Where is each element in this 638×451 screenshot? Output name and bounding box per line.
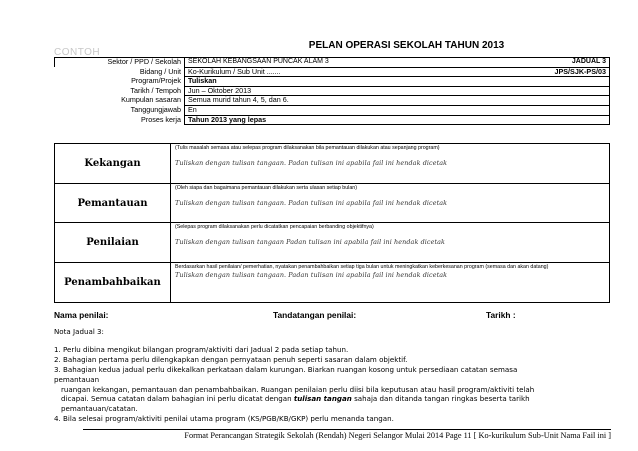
note-emphasis: tulisan tangan (293, 394, 352, 404)
info-right: JPS/SJK-PS/03 (554, 67, 606, 76)
info-value: Jun – Oktober 2013 (185, 86, 610, 96)
info-row (55, 96, 610, 106)
evaluator-name-label: Nama penilai: (54, 310, 109, 320)
section-note: Berdasarkan hasil penilaian/ pemerhatian, nyatakan penambahbaikan setiap tiga bulan untuk meningkatkan keberkesanan program (semasa dan akan datang) (175, 264, 549, 270)
info-label: Sektor / PPD / Sekolah (55, 58, 185, 68)
info-value: JPS/SJK-PS/03 Ko-Kurikulum / Sub Unit ....... (185, 67, 610, 77)
section-note: (Oleh siapa dan bagaimana pemantauan dilakukan serta ulasan setiap bulan) (175, 185, 357, 191)
section-body[interactable] (171, 263, 610, 303)
note-item-3d: dicapai. Semua catatan dalam bahagian ini perlu dicatat dengan tulisan tangan sahaja dan ditanda tangan ringkas beserta tarikh (61, 394, 530, 404)
info-label: Proses kerja (55, 115, 185, 125)
info-label: Program/Projek (55, 77, 185, 87)
info-row (55, 77, 610, 87)
info-label: Bidang / Unit (55, 67, 185, 77)
section-note: (Tulis masalah semasa atau selepas program dilaksanakan bila pemantauan dilakukan atau sepanjang program) (175, 145, 440, 151)
info-row (55, 58, 610, 68)
section-heading: Pemantauan (55, 184, 171, 223)
info-label: Tarikh / Tempoh (55, 86, 185, 96)
section-handwriting: Tuliskan dengan tulisan tangaan. Padan tulisan ini apabila fail ini hendak dicetak (175, 271, 448, 280)
section-note: (Selepas program dilaksanakan perlu dicatatkan pencapaian berbanding objektifnya) (175, 224, 374, 230)
note-item-3e: pemantauan/catatan. (61, 404, 138, 414)
section-body[interactable] (171, 144, 610, 184)
note-item-3c: ruangan kekangan, pemantauan dan penambahbaikan. Ruangan penilaian perlu diisi bila keputusan atau hasil program/aktiviti telah (61, 384, 535, 394)
section-handwriting: Tuliskan dengan tulisan tangaan. Padan tulisan ini apabila fail ini hendak dicetak (175, 199, 448, 208)
section-heading: Penambahbaikan (55, 263, 171, 303)
watermark-contoh: CONTOH (54, 47, 101, 58)
info-row (55, 105, 610, 115)
section-handwriting: Tuliskan dengan tulisan tangaan Padan tulisan ini apabila fail ini hendak dicetak (175, 238, 446, 247)
note-item-3a: 3. Bahagian kedua jadual perlu dikekalkan perkataan dalam kurungan. Biarkan ruangan kosong untuk persediaan catatan semasa (54, 364, 518, 374)
notes-section (54, 327, 614, 424)
info-table (54, 57, 610, 125)
page-footer: Format Perancangan Strategik Sekolah (Rendah) Negeri Selangor Mulai 2014 Page 11 [ Ko-kurikulum Sub-Unit Nama Fail ini ] (83, 429, 611, 440)
info-value: Tuliskan (185, 77, 610, 87)
section-penambahbaikan (55, 263, 610, 303)
note-item-2: 2. Bahagian pertama perlu dilengkapkan dengan pernyataan penuh seperti sasaran dalam objektif. (54, 354, 408, 364)
evaluation-table (54, 143, 610, 303)
section-heading: Kekangan (55, 144, 171, 184)
info-row (55, 67, 610, 77)
note-item-1: 1. Perlu dibina mengikut bilangan program/aktiviti dari Jadual 2 pada setiap tahun. (54, 344, 349, 354)
section-body[interactable] (171, 184, 610, 223)
info-row (55, 86, 610, 96)
note-item-4: 4. Bila selesai program/aktiviti penilai utama program (KS/PGB/KB/GKP) perlu menanda tangan. (54, 414, 394, 424)
info-value: Tahun 2013 yang lepas (185, 115, 610, 125)
info-row (55, 115, 610, 125)
note-item-3b: pemantauan (54, 374, 100, 384)
info-right: JADUAL 3 (571, 58, 606, 65)
evaluator-signature-label: Tandatangan penilai: (273, 310, 357, 320)
section-pemantauan (55, 184, 610, 223)
section-body[interactable] (171, 223, 610, 263)
section-penilaian (55, 223, 610, 263)
info-value: Semua murid tahun 4, 5, dan 6. (185, 96, 610, 106)
section-kekangan (55, 144, 610, 184)
info-label: Tanggungjawab (55, 105, 185, 115)
section-handwriting: Tuliskan dengan tulisan tangaan. Padan tulisan ini apabila fail ini hendak dicetak (175, 159, 448, 168)
info-label: Kumpulan sasaran (55, 96, 185, 106)
notes-heading: Nota Jadual 3: (54, 327, 104, 336)
page-title: PELAN OPERASI SEKOLAH TAHUN 2013 (308, 40, 505, 51)
info-value: En (185, 105, 610, 115)
info-value: JADUAL 3 SEKOLAH KEBANGSAAN PUNCAK ALAM 3 (185, 58, 610, 68)
date-label: Tarikh : (486, 310, 516, 320)
section-heading: Penilaian (55, 223, 171, 263)
